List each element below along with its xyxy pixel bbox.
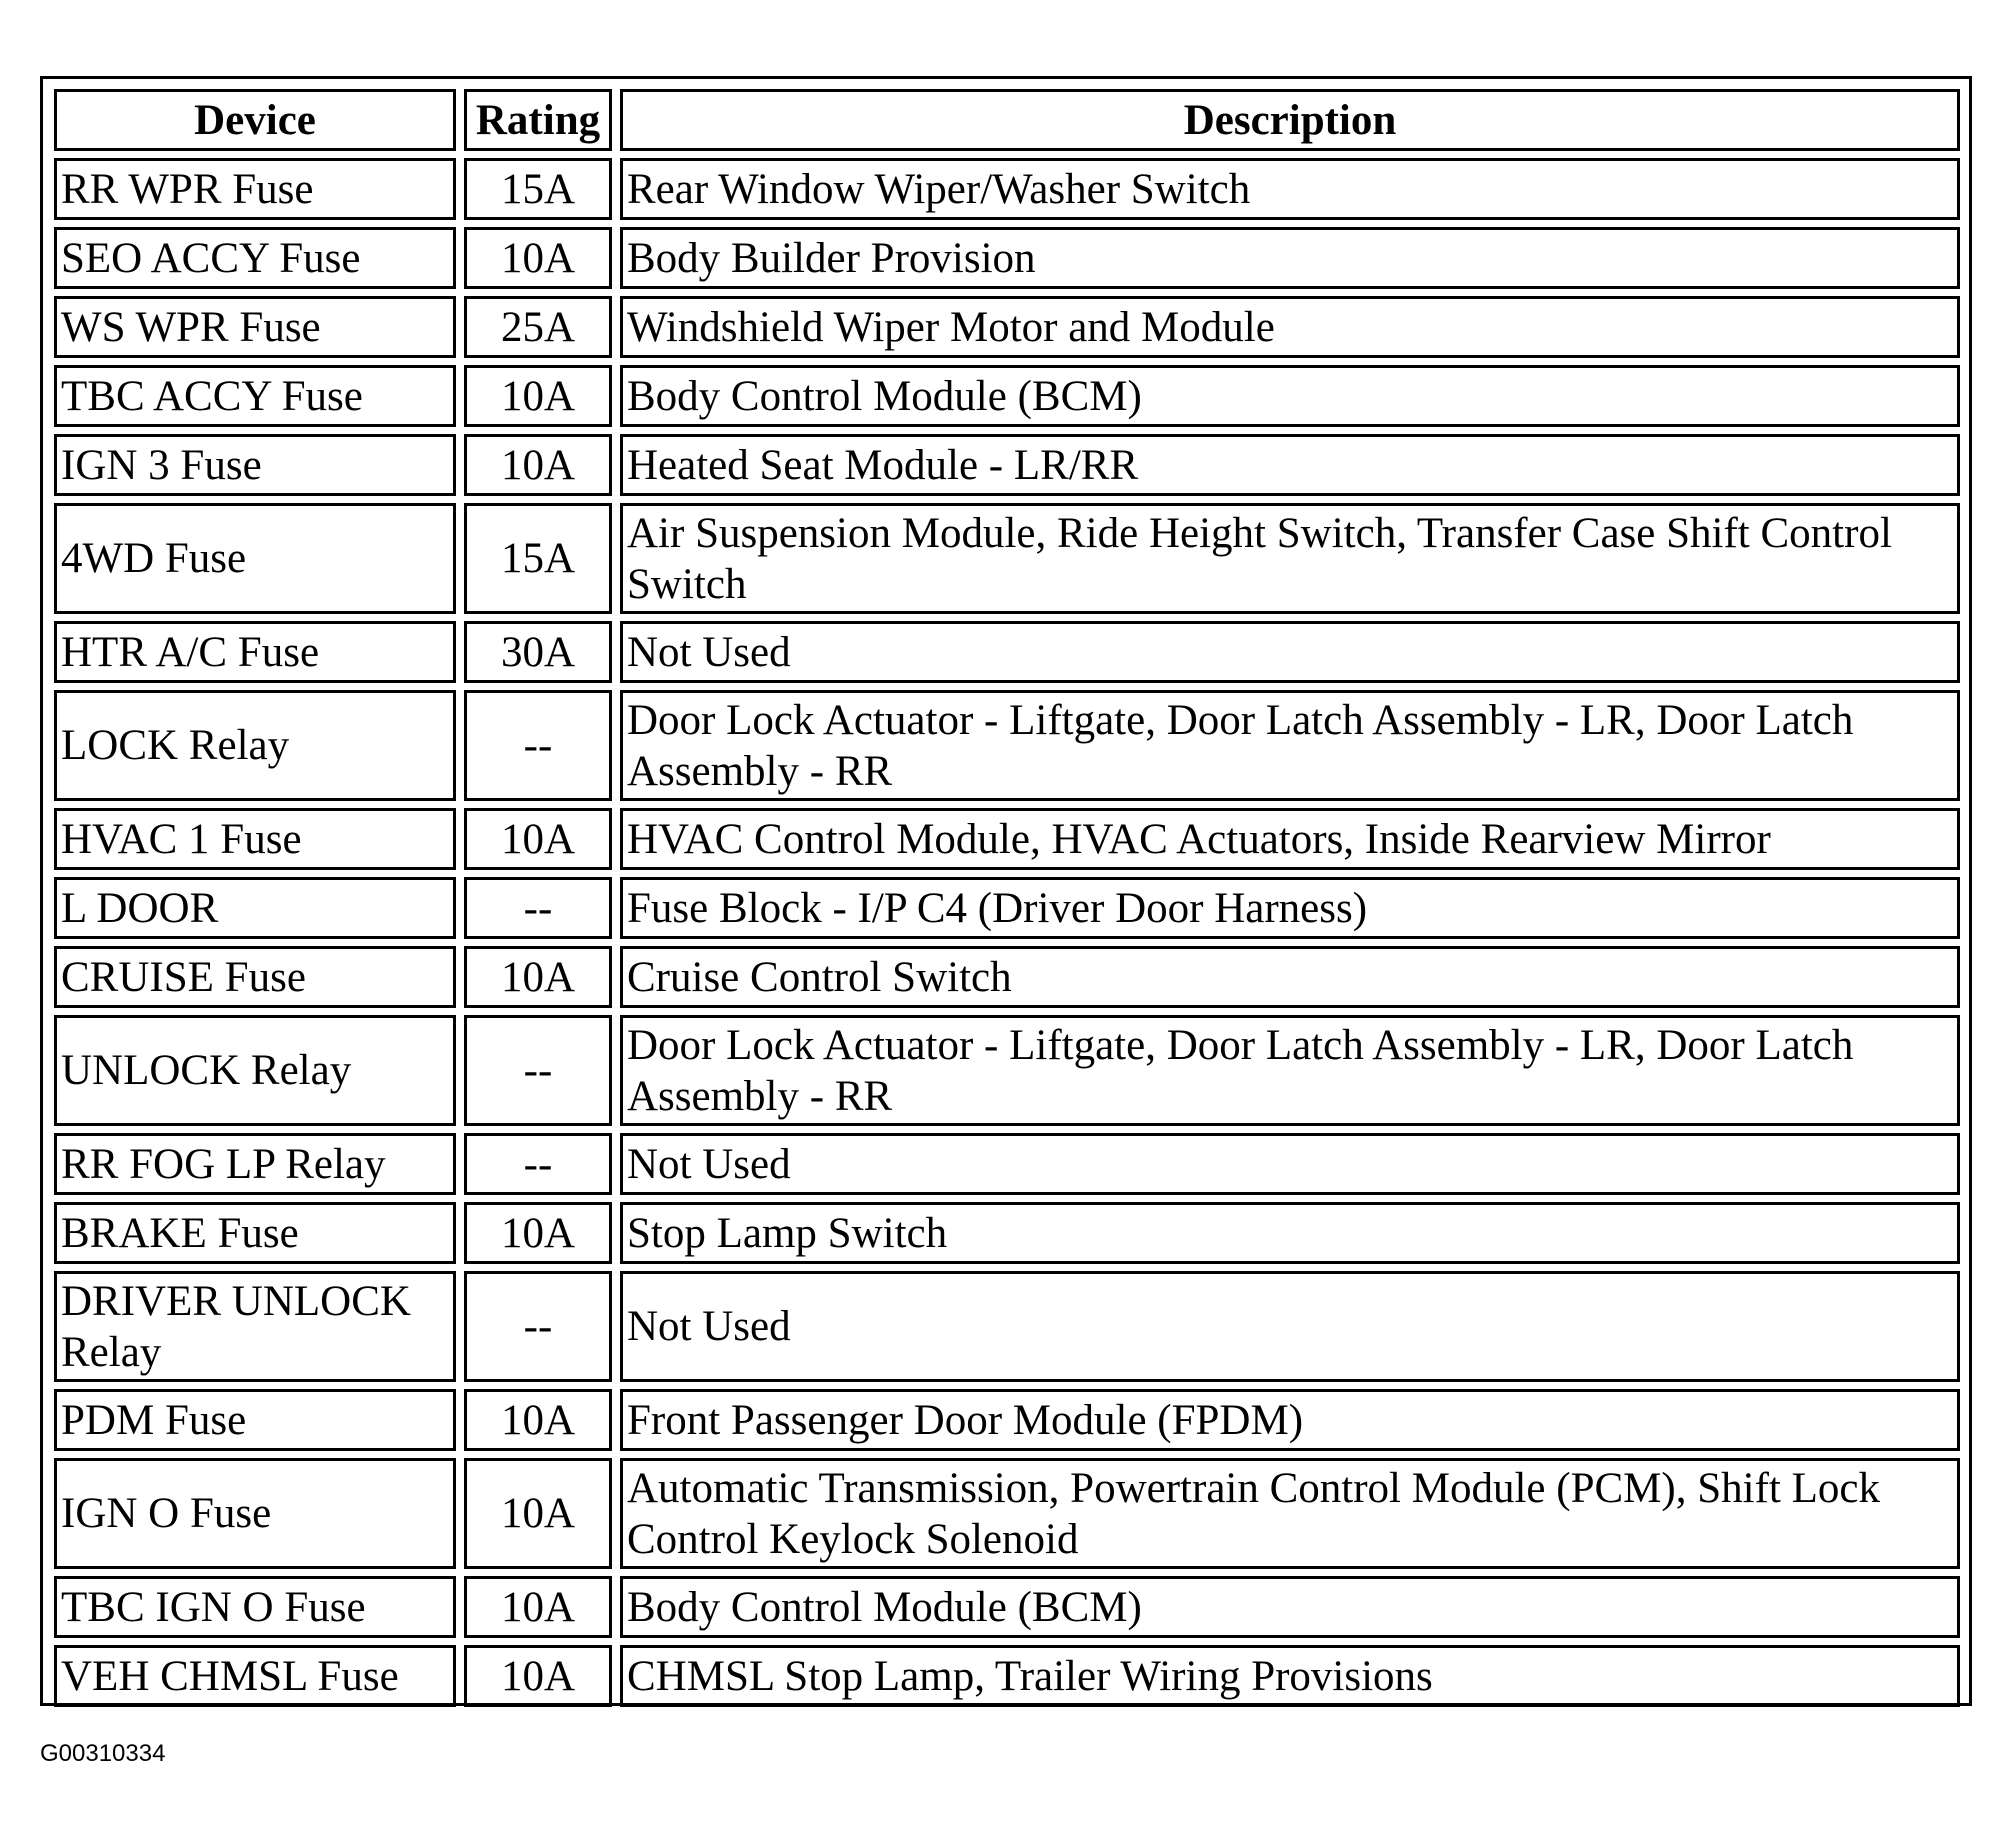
description-cell: Not Used xyxy=(620,1271,1960,1382)
device-cell: VEH CHMSL Fuse xyxy=(54,1645,456,1707)
rating-cell: 15A xyxy=(464,503,612,614)
rating-cell: -- xyxy=(464,877,612,939)
device-cell: HVAC 1 Fuse xyxy=(54,808,456,870)
table-row xyxy=(54,1458,1960,1569)
device-cell: LOCK Relay xyxy=(54,690,456,801)
device-cell: SEO ACCY Fuse xyxy=(54,227,456,289)
header-description: Description xyxy=(620,89,1960,151)
table-row xyxy=(54,1645,1960,1707)
description-cell: CHMSL Stop Lamp, Trailer Wiring Provisions xyxy=(620,1645,1960,1707)
header-device: Device xyxy=(54,89,456,151)
header-row xyxy=(54,89,1960,151)
table-row xyxy=(54,503,1960,614)
description-cell: Front Passenger Door Module (FPDM) xyxy=(620,1389,1960,1451)
table-row xyxy=(54,1015,1960,1126)
table-row xyxy=(54,1576,1960,1638)
table-row xyxy=(54,877,1960,939)
description-cell: Body Control Module (BCM) xyxy=(620,1576,1960,1638)
table-row xyxy=(54,1133,1960,1195)
table-row xyxy=(54,434,1960,496)
rating-cell: 15A xyxy=(464,158,612,220)
rating-cell: 10A xyxy=(464,1458,612,1569)
rating-cell: 10A xyxy=(464,1389,612,1451)
figure-id: G00310334 xyxy=(40,1740,166,1767)
description-cell: Door Lock Actuator - Liftgate, Door Latch Assembly - LR, Door Latch Assembly - RR xyxy=(620,690,1960,801)
table-row xyxy=(54,158,1960,220)
rating-cell: -- xyxy=(464,690,612,801)
table-row xyxy=(54,946,1960,1008)
description-cell: Door Lock Actuator - Liftgate, Door Latch Assembly - LR, Door Latch Assembly - RR xyxy=(620,1015,1960,1126)
table-row xyxy=(54,365,1960,427)
device-cell: WS WPR Fuse xyxy=(54,296,456,358)
description-cell: Rear Window Wiper/Washer Switch xyxy=(620,158,1960,220)
rating-cell: -- xyxy=(464,1015,612,1126)
device-cell: CRUISE Fuse xyxy=(54,946,456,1008)
table-row xyxy=(54,808,1960,870)
device-cell: IGN O Fuse xyxy=(54,1458,456,1569)
rating-cell: 10A xyxy=(464,434,612,496)
device-cell: RR WPR Fuse xyxy=(54,158,456,220)
rating-cell: 10A xyxy=(464,946,612,1008)
description-cell: Automatic Transmission, Powertrain Control Module (PCM), Shift Lock Control Keylock Solenoid xyxy=(620,1458,1960,1569)
device-cell: BRAKE Fuse xyxy=(54,1202,456,1264)
description-cell: Body Builder Provision xyxy=(620,227,1960,289)
device-cell: TBC IGN O Fuse xyxy=(54,1576,456,1638)
fuse-relay-table xyxy=(46,82,1968,1714)
description-cell: Body Control Module (BCM) xyxy=(620,365,1960,427)
header-rating: Rating xyxy=(464,89,612,151)
rating-cell: 10A xyxy=(464,365,612,427)
device-cell: RR FOG LP Relay xyxy=(54,1133,456,1195)
rating-cell: 25A xyxy=(464,296,612,358)
device-cell: UNLOCK Relay xyxy=(54,1015,456,1126)
rating-cell: 10A xyxy=(464,808,612,870)
rating-cell: 10A xyxy=(464,227,612,289)
table-row xyxy=(54,1202,1960,1264)
rating-cell: 30A xyxy=(464,621,612,683)
description-cell: Windshield Wiper Motor and Module xyxy=(620,296,1960,358)
rating-cell: -- xyxy=(464,1271,612,1382)
description-cell: Not Used xyxy=(620,1133,1960,1195)
rating-cell: 10A xyxy=(464,1576,612,1638)
description-cell: Stop Lamp Switch xyxy=(620,1202,1960,1264)
device-cell: DRIVER UNLOCK Relay xyxy=(54,1271,456,1382)
table-row xyxy=(54,690,1960,801)
table-row xyxy=(54,296,1960,358)
table-row xyxy=(54,1271,1960,1382)
description-cell: Air Suspension Module, Ride Height Switch, Transfer Case Shift Control Switch xyxy=(620,503,1960,614)
device-cell: L DOOR xyxy=(54,877,456,939)
device-cell: HTR A/C Fuse xyxy=(54,621,456,683)
rating-cell: -- xyxy=(464,1133,612,1195)
table-row xyxy=(54,227,1960,289)
device-cell: TBC ACCY Fuse xyxy=(54,365,456,427)
description-cell: Not Used xyxy=(620,621,1960,683)
device-cell: PDM Fuse xyxy=(54,1389,456,1451)
rating-cell: 10A xyxy=(464,1645,612,1707)
description-cell: HVAC Control Module, HVAC Actuators, Inside Rearview Mirror xyxy=(620,808,1960,870)
description-cell: Heated Seat Module - LR/RR xyxy=(620,434,1960,496)
device-cell: IGN 3 Fuse xyxy=(54,434,456,496)
table-row xyxy=(54,621,1960,683)
table-row xyxy=(54,1389,1960,1451)
rating-cell: 10A xyxy=(464,1202,612,1264)
device-cell: 4WD Fuse xyxy=(54,503,456,614)
description-cell: Fuse Block - I/P C4 (Driver Door Harness) xyxy=(620,877,1960,939)
description-cell: Cruise Control Switch xyxy=(620,946,1960,1008)
